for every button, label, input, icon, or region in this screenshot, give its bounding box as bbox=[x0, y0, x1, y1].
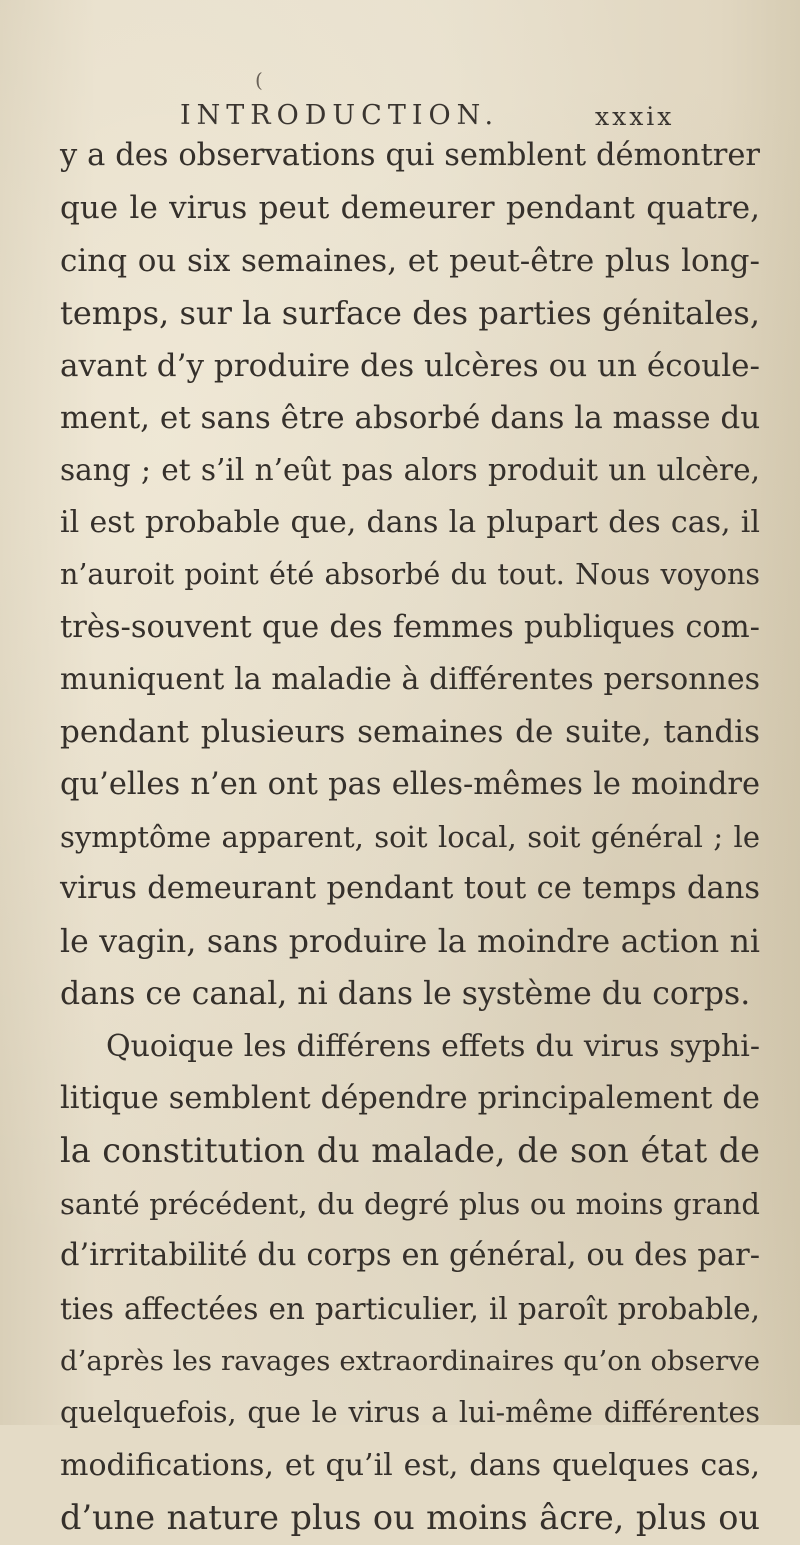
text-line: cinq ou six semaines, et peut-être plus long- bbox=[60, 242, 760, 279]
body-text bbox=[60, 130, 760, 1545]
text-line: d’après les ravages extraordinaires qu’on observe bbox=[60, 1344, 760, 1377]
text-line: ties affectées en particulier, il paroît probable, bbox=[60, 1291, 760, 1326]
paragraph-start-line: Quoique les différens effets du virus syphi- bbox=[106, 1028, 760, 1064]
text-line: que le virus peut demeurer pendant quatre, bbox=[60, 190, 760, 227]
text-line: santé précédent, du degré plus ou moins grand bbox=[60, 1186, 760, 1221]
text-line: virus demeurant pendant tout ce temps dans bbox=[60, 871, 760, 907]
text-line: symptôme apparent, soit local, soit général ; le bbox=[60, 820, 760, 855]
stray-mark: ( bbox=[255, 68, 263, 92]
text-line: il est probable que, dans la plupart des cas, il bbox=[60, 504, 760, 540]
text-line: temps, sur la surface des parties génitales, bbox=[60, 294, 760, 333]
text-line: ment, et sans être absorbé dans la masse du bbox=[60, 399, 761, 436]
text-line: d’irritabilité du corps en général, ou des par- bbox=[60, 1238, 760, 1274]
text-line: sang ; et s’il n’eût pas alors produit un ulcère, bbox=[60, 453, 760, 488]
page-number: xxxix bbox=[595, 102, 675, 131]
running-head-title: INTRODUCTION. bbox=[180, 100, 500, 131]
text-line: pendant plusieurs semaines de suite, tandis bbox=[60, 714, 760, 751]
text-line: dans ce canal, ni dans le système du corps. bbox=[60, 976, 751, 1013]
text-line: n’auroit point été absorbé du tout. Nous voyons bbox=[60, 558, 760, 592]
text-line: la constitution du malade, de son état de bbox=[60, 1131, 760, 1171]
text-line: très-souvent que des femmes publiques com- bbox=[60, 609, 760, 645]
text-line: d’une nature plus ou moins âcre, plus ou bbox=[60, 1498, 760, 1538]
text-line: litique semblent dépendre principalement de bbox=[60, 1081, 760, 1117]
text-line: le vagin, sans produire la moindre action ni bbox=[60, 923, 760, 960]
text-line: y a des observations qui semblent démontrer bbox=[60, 138, 760, 173]
text-line: quelquefois, que le virus a lui-même différentes bbox=[60, 1396, 760, 1430]
text-line: muniquent la maladie à différentes personnes bbox=[60, 661, 760, 697]
text-line: qu’elles n’en ont pas elles-mêmes le moindre bbox=[60, 766, 760, 802]
running-head bbox=[0, 88, 800, 131]
text-line: avant d’y produire des ulcères ou un écoule- bbox=[60, 347, 760, 384]
text-line: modifications, et qu’il est, dans quelques cas, bbox=[60, 1447, 760, 1483]
